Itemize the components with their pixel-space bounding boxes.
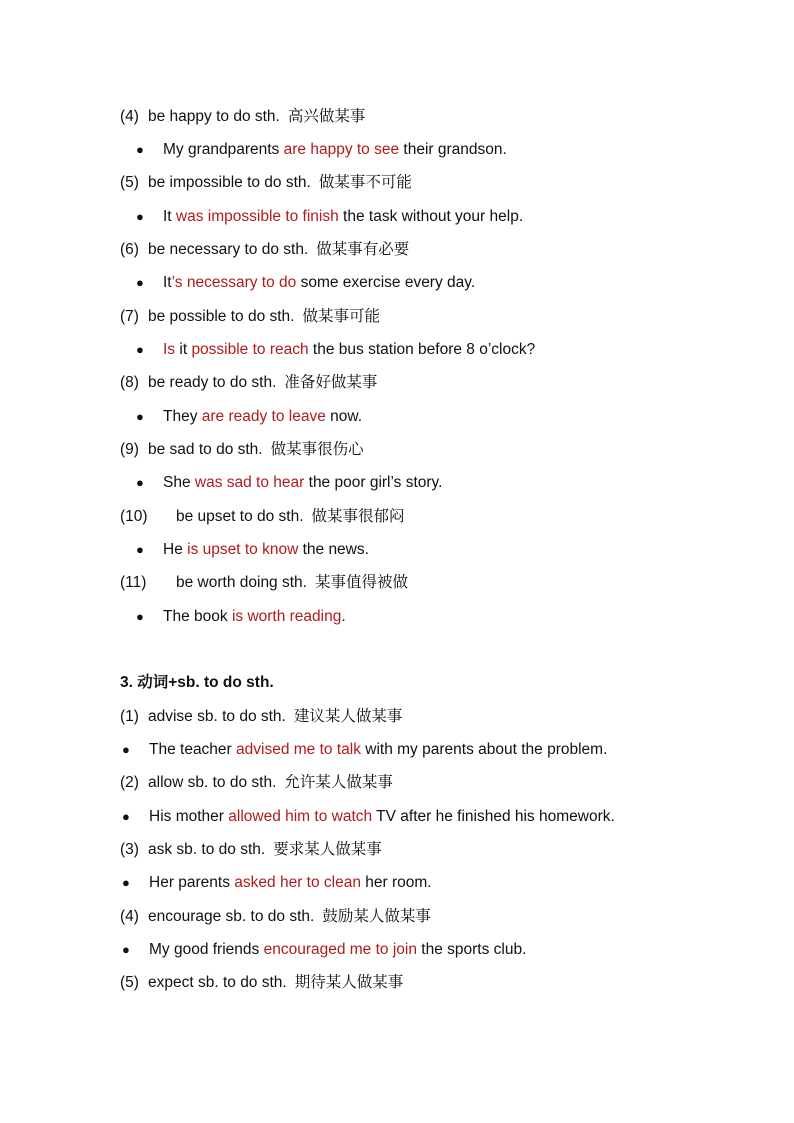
phrase: be sad to do sth.	[148, 441, 263, 458]
bullet-icon: ●	[122, 742, 130, 757]
highlight: ’s necessary to do	[171, 274, 297, 291]
highlight: Is	[163, 341, 176, 358]
phrase: be upset to do sth.	[176, 508, 304, 525]
example-sentence: ● Her parents asked her to clean her room.	[122, 874, 432, 891]
meaning: 建议某人做某事	[293, 708, 403, 725]
bullet-icon: ●	[136, 275, 144, 290]
phrase: ask sb. to do sth.	[148, 841, 266, 858]
item-number: (3)	[120, 841, 139, 858]
bullet-icon: ●	[136, 409, 144, 424]
highlight: advised me to talk	[236, 741, 361, 758]
example-sentence: ● My good friends encouraged me to join the sports club.	[122, 941, 527, 958]
item-number: (7)	[120, 308, 139, 325]
phrase: advise sb. to do sth.	[148, 708, 286, 725]
example-sentence: ● It was impossible to finish the task without your help.	[136, 208, 524, 225]
phrase: be worth doing sth.	[176, 574, 307, 591]
highlight: was sad to hear	[194, 474, 305, 491]
phrase: be ready to do sth.	[148, 374, 277, 391]
item-number: (11)	[120, 574, 147, 591]
phrase: be impossible to do sth.	[148, 174, 311, 191]
phrase-item	[120, 773, 393, 793]
meaning: 期待某人做某事	[294, 974, 404, 991]
phrase: be happy to do sth.	[148, 108, 280, 125]
phrase-item	[120, 107, 365, 127]
meaning: 要求某人做某事	[273, 841, 382, 858]
highlight: are happy to see	[283, 141, 400, 158]
item-number: (9)	[120, 441, 139, 458]
section-heading: 3. 动词+sb. to do sth.	[120, 674, 274, 691]
phrase-item	[120, 373, 377, 393]
meaning: 做某事有必要	[316, 241, 410, 258]
example-sentence: ● They are ready to leave now.	[136, 408, 363, 425]
item-number: (1)	[120, 708, 139, 725]
highlight: allowed him to watch	[228, 808, 373, 825]
phrase: be necessary to do sth.	[148, 241, 309, 258]
meaning: 准备好做某事	[284, 374, 378, 391]
highlight: encouraged me to join	[263, 941, 417, 958]
bullet-icon: ●	[136, 142, 144, 157]
phrase-item	[120, 240, 409, 260]
example-sentence: ● My grandparents are happy to see their grandson.	[136, 141, 507, 158]
item-number: (6)	[120, 241, 139, 258]
highlight: asked her to clean	[234, 874, 361, 891]
item-number: (5)	[120, 174, 139, 191]
phrase: be possible to do sth.	[148, 308, 295, 325]
phrase-item	[120, 307, 380, 327]
phrase: encourage sb. to do sth.	[148, 908, 315, 925]
example-sentence: ● It’s necessary to do some exercise every day.	[136, 274, 476, 291]
phrase: expect sb. to do sth.	[148, 974, 287, 991]
meaning: 允许某人做某事	[284, 774, 393, 791]
meaning: 做某事不可能	[318, 174, 412, 191]
phrase-item	[120, 707, 402, 727]
bullet-icon: ●	[136, 609, 144, 624]
bullet-icon: ●	[122, 942, 130, 957]
example-sentence: ● His mother allowed him to watch TV after he finished his homework.	[122, 808, 615, 825]
bullet-icon: ●	[122, 875, 130, 890]
highlight: is worth reading	[231, 608, 342, 625]
highlight: is upset to know	[187, 541, 299, 558]
example-sentence: ● Is it possible to reach the bus station before 8 o’clock?	[136, 341, 536, 358]
meaning: 做某事可能	[302, 308, 381, 325]
bullet-icon: ●	[136, 342, 144, 357]
phrase-item	[120, 440, 364, 460]
item-number: (5)	[120, 974, 139, 991]
meaning: 某事值得被做	[314, 574, 408, 591]
item-number: (2)	[120, 774, 139, 791]
meaning: 做某事很郁闷	[311, 508, 405, 525]
phrase: allow sb. to do sth.	[148, 774, 277, 791]
bullet-icon: ●	[122, 809, 130, 824]
phrase-item	[120, 840, 382, 860]
item-number: (4)	[120, 108, 139, 125]
bullet-icon: ●	[136, 542, 144, 557]
item-number: (10)	[120, 508, 148, 525]
bullet-icon: ●	[136, 209, 144, 224]
phrase-item	[120, 973, 403, 993]
bullet-icon: ●	[136, 475, 144, 490]
item-number: (4)	[120, 908, 139, 925]
meaning: 做某事很伤心	[270, 441, 364, 458]
example-sentence: ● The book is worth reading.	[136, 608, 346, 625]
highlight: possible to reach	[191, 341, 309, 358]
example-sentence: ● The teacher advised me to talk with my parents about the problem.	[122, 741, 608, 758]
example-sentence: ● He is upset to know the news.	[136, 541, 369, 558]
example-sentence: ● She was sad to hear the poor girl’s story.	[136, 474, 443, 491]
phrase-item	[120, 173, 412, 193]
phrase-item	[120, 507, 405, 527]
meaning: 高兴做某事	[287, 108, 366, 125]
phrase-item	[120, 907, 431, 927]
phrase-item	[120, 573, 408, 593]
highlight: was impossible to finish	[175, 208, 339, 225]
meaning: 鼓励某人做某事	[322, 908, 431, 925]
highlight: are ready to leave	[201, 408, 326, 425]
item-number: (8)	[120, 374, 139, 391]
